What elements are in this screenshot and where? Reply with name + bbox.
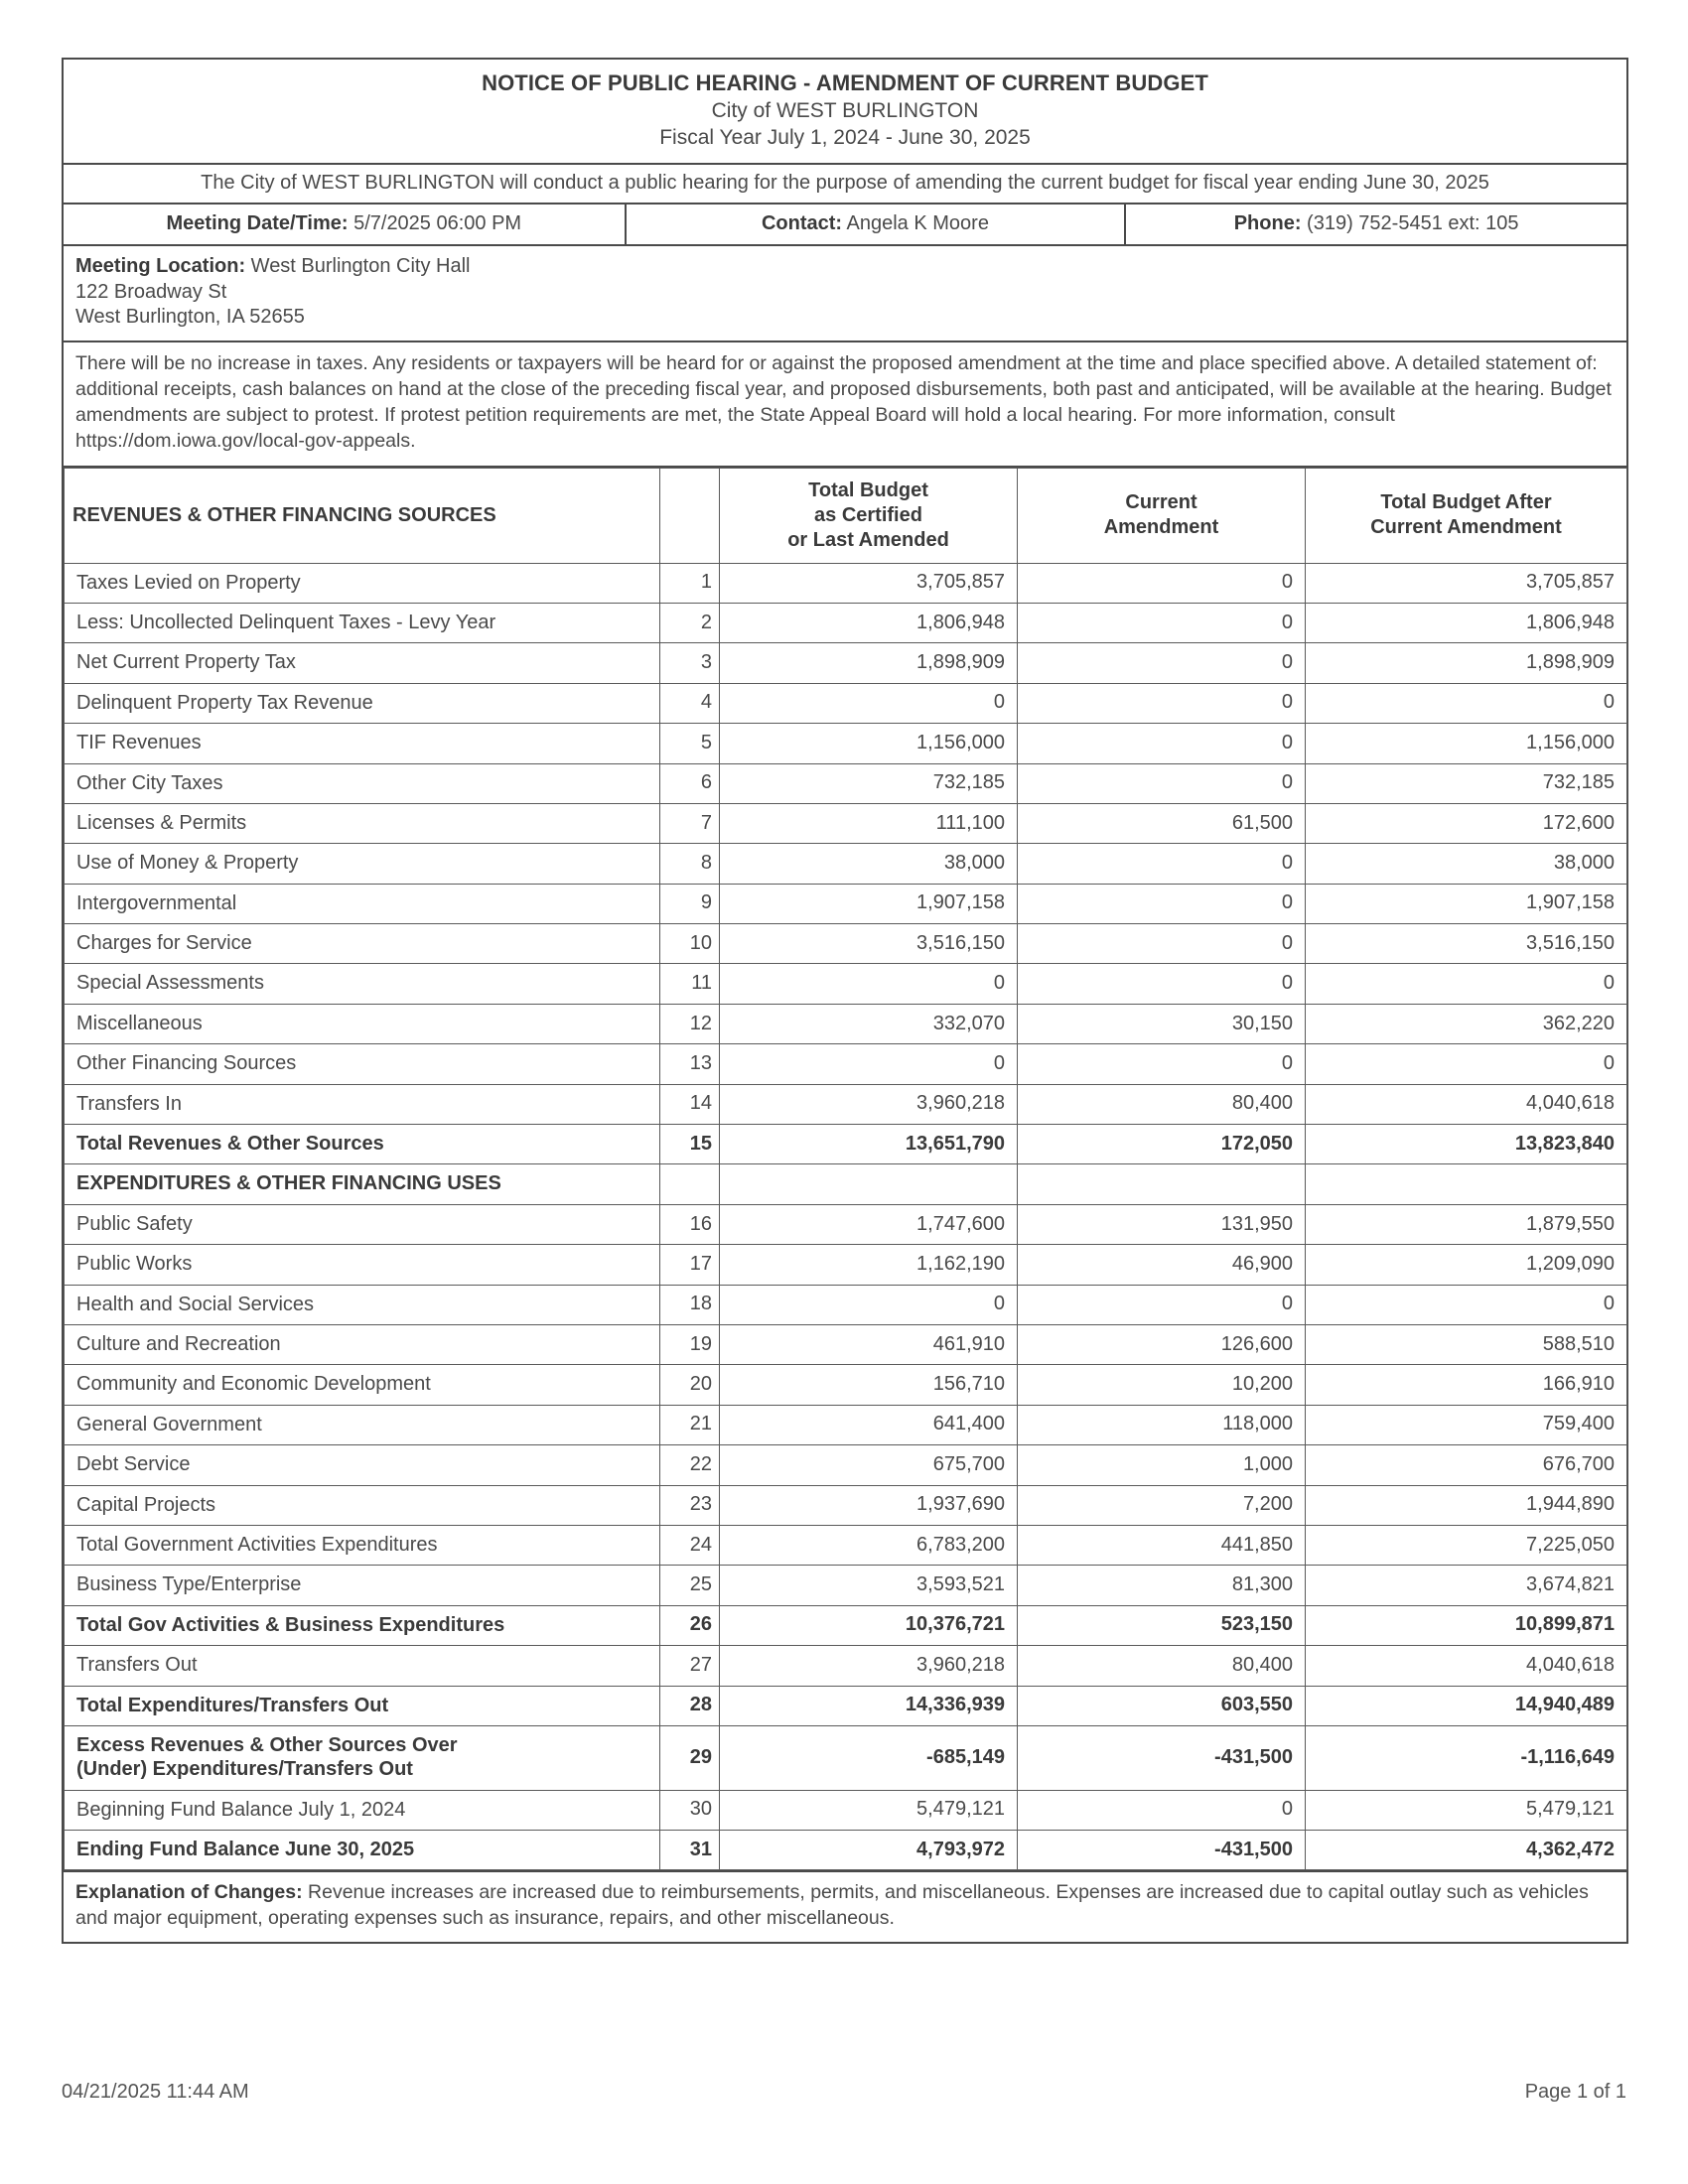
table-row — [65, 924, 1627, 964]
header-col2-line2: Amendment — [1103, 516, 1219, 539]
row-value-certified: 111,100 — [720, 803, 1018, 843]
budget-table-header-row — [65, 468, 1627, 563]
row-value-after: 588,510 — [1306, 1324, 1627, 1364]
row-label: Charges for Service — [65, 924, 660, 964]
row-value-certified: 13,651,790 — [720, 1125, 1018, 1164]
page-title: NOTICE OF PUBLIC HEARING - AMENDMENT OF CURRENT BUDGET — [482, 70, 1208, 95]
row-line-number: 20 — [660, 1365, 720, 1405]
meeting-location-street: 122 Broadway St — [75, 280, 227, 303]
row-value-certified: 461,910 — [720, 1324, 1018, 1364]
table-row — [65, 1525, 1627, 1565]
row-value-certified: 332,070 — [720, 1004, 1018, 1043]
row-value-after: -1,116,649 — [1306, 1725, 1627, 1790]
table-row — [65, 763, 1627, 803]
row-line-number: 10 — [660, 924, 720, 964]
row-value-after: 3,674,821 — [1306, 1566, 1627, 1605]
meeting-datetime-label: Meeting Date/Time: — [166, 212, 349, 235]
row-label: Other City Taxes — [65, 763, 660, 803]
table-row — [65, 603, 1627, 642]
table-row — [65, 1831, 1627, 1870]
legal-notice-paragraph: There will be no increase in taxes. Any residents or taxpayers will be heard for or against the proposed amendment at the time and place specified above. A detailed statement of: additional receipts, cash balances on hand at the close of the preceding fiscal year, and proposed disbursements, both past and anticipated, will be available at the hearing. Budget amendments are subject to protest. If protest petition requirements are met, the State Appeal Board will hold a local hearing. For more information, consult https://dom.iowa.gov/local-gov-appeals. — [64, 342, 1626, 468]
meeting-location-name: West Burlington City Hall — [250, 255, 471, 278]
row-line-number: 4 — [660, 683, 720, 723]
row-line-number: 26 — [660, 1605, 720, 1645]
meeting-location-citystatezip: West Burlington, IA 52655 — [75, 306, 305, 329]
row-value-after: 0 — [1306, 1285, 1627, 1324]
meeting-location-label: Meeting Location: — [75, 255, 246, 278]
row-value-after: 0 — [1306, 964, 1627, 1004]
row-value-amendment: 7,200 — [1018, 1485, 1306, 1525]
row-line-number: 19 — [660, 1324, 720, 1364]
table-row — [65, 1566, 1627, 1605]
row-label: Health and Social Services — [65, 1285, 660, 1324]
row-value-certified: 732,185 — [720, 763, 1018, 803]
row-line-number: 15 — [660, 1125, 720, 1164]
row-value-certified: 10,376,721 — [720, 1605, 1018, 1645]
phone-cell — [1126, 205, 1626, 244]
row-label: Business Type/Enterprise — [65, 1566, 660, 1605]
document-header — [64, 60, 1626, 165]
row-value-amendment: 46,900 — [1018, 1245, 1306, 1285]
row-label: Use of Money & Property — [65, 844, 660, 884]
row-value-after: 38,000 — [1306, 844, 1627, 884]
meeting-datetime-cell — [64, 205, 627, 244]
meeting-location-row — [64, 246, 1626, 342]
row-value-certified: 1,156,000 — [720, 724, 1018, 763]
header-line-number — [660, 468, 720, 563]
row-value-after: 4,040,618 — [1306, 1084, 1627, 1124]
header-revenues-label: REVENUES & OTHER FINANCING SOURCES — [65, 468, 660, 563]
row-line-number: 31 — [660, 1831, 720, 1870]
table-row — [65, 643, 1627, 683]
row-value-certified: 3,705,857 — [720, 563, 1018, 603]
table-row — [65, 964, 1627, 1004]
row-label: Culture and Recreation — [65, 1324, 660, 1364]
row-value-amendment: 0 — [1018, 763, 1306, 803]
row-value-certified: 1,937,690 — [720, 1485, 1018, 1525]
row-value-amendment: 80,400 — [1018, 1646, 1306, 1686]
row-value-certified: 675,700 — [720, 1445, 1018, 1485]
row-value-amendment: 1,000 — [1018, 1445, 1306, 1485]
row-label: Excess Revenues & Other Sources Over (Under) Expenditures/Transfers Out — [65, 1725, 660, 1790]
row-line-number: 24 — [660, 1525, 720, 1565]
row-value-amendment: 0 — [1018, 563, 1306, 603]
header-col3-line1: Total Budget After — [1380, 491, 1552, 514]
row-line-number: 8 — [660, 844, 720, 884]
row-value-after — [1306, 1164, 1627, 1204]
row-value-after: 676,700 — [1306, 1445, 1627, 1485]
row-value-certified: -685,149 — [720, 1725, 1018, 1790]
row-line-number — [660, 1164, 720, 1204]
table-row — [65, 1044, 1627, 1084]
row-value-certified: 1,747,600 — [720, 1204, 1018, 1244]
row-line-number: 25 — [660, 1566, 720, 1605]
row-line-number: 16 — [660, 1204, 720, 1244]
fiscal-year: Fiscal Year July 1, 2024 - June 30, 2025 — [659, 125, 1031, 149]
row-label: EXPENDITURES & OTHER FINANCING USES — [65, 1164, 660, 1204]
explanation-label: Explanation of Changes: — [75, 1881, 303, 1904]
table-row — [65, 1004, 1627, 1043]
row-line-number: 29 — [660, 1725, 720, 1790]
row-value-amendment: 0 — [1018, 924, 1306, 964]
row-value-certified: 0 — [720, 1285, 1018, 1324]
table-row — [65, 1646, 1627, 1686]
row-line-number: 18 — [660, 1285, 720, 1324]
row-label: Public Safety — [65, 1204, 660, 1244]
row-value-amendment: 0 — [1018, 1285, 1306, 1324]
budget-notice-document — [62, 58, 1628, 1944]
table-row — [65, 1245, 1627, 1285]
row-value-after: 0 — [1306, 1044, 1627, 1084]
row-value-amendment: 0 — [1018, 643, 1306, 683]
row-value-after: 7,225,050 — [1306, 1525, 1627, 1565]
row-value-amendment: 81,300 — [1018, 1566, 1306, 1605]
hearing-notice-text: The City of WEST BURLINGTON will conduct a public hearing for the purpose of amending the current budget for fiscal year ending June 30, 2025 — [64, 165, 1626, 205]
row-value-certified: 4,793,972 — [720, 1831, 1018, 1870]
row-value-amendment: 0 — [1018, 964, 1306, 1004]
row-value-amendment: 10,200 — [1018, 1365, 1306, 1405]
row-value-after: 3,705,857 — [1306, 563, 1627, 603]
row-line-number: 1 — [660, 563, 720, 603]
row-value-amendment: -431,500 — [1018, 1725, 1306, 1790]
row-label: Transfers Out — [65, 1646, 660, 1686]
contact-value: Angela K Moore — [846, 212, 989, 235]
row-value-after: 1,879,550 — [1306, 1204, 1627, 1244]
row-value-certified: 0 — [720, 1044, 1018, 1084]
row-line-number: 14 — [660, 1084, 720, 1124]
table-row — [65, 1725, 1627, 1790]
row-value-amendment: 603,550 — [1018, 1686, 1306, 1725]
phone-value: (319) 752-5451 ext: 105 — [1307, 212, 1519, 235]
row-label: Licenses & Permits — [65, 803, 660, 843]
row-value-after: 1,907,158 — [1306, 884, 1627, 923]
row-label: General Government — [65, 1405, 660, 1444]
row-value-after: 5,479,121 — [1306, 1790, 1627, 1830]
table-row — [65, 1790, 1627, 1830]
row-label: Total Revenues & Other Sources — [65, 1125, 660, 1164]
row-value-certified: 3,960,218 — [720, 1646, 1018, 1686]
table-row — [65, 1686, 1627, 1725]
row-value-after: 1,209,090 — [1306, 1245, 1627, 1285]
row-value-amendment: 80,400 — [1018, 1084, 1306, 1124]
row-value-amendment: 61,500 — [1018, 803, 1306, 843]
row-label: Delinquent Property Tax Revenue — [65, 683, 660, 723]
row-value-certified: 5,479,121 — [720, 1790, 1018, 1830]
row-label: Transfers In — [65, 1084, 660, 1124]
row-value-certified: 1,806,948 — [720, 603, 1018, 642]
table-row — [65, 1324, 1627, 1364]
row-value-after: 3,516,150 — [1306, 924, 1627, 964]
explanation-text: Revenue increases are increased due to reimbursements, permits, and miscellaneous. Expenses are increased due to capital outlay such as vehicles and major equipment, operating expenses such as insurance, repairs, and other miscellaneous. — [75, 1881, 1589, 1930]
row-line-number: 2 — [660, 603, 720, 642]
table-row — [65, 1365, 1627, 1405]
header-current-amendment — [1018, 468, 1306, 563]
row-value-certified: 3,516,150 — [720, 924, 1018, 964]
row-label: Debt Service — [65, 1445, 660, 1485]
row-label: Total Gov Activities & Business Expenditures — [65, 1605, 660, 1645]
row-value-after: 166,910 — [1306, 1365, 1627, 1405]
header-total-budget-certified — [720, 468, 1018, 563]
row-value-after: 1,944,890 — [1306, 1485, 1627, 1525]
table-row — [65, 1605, 1627, 1645]
row-line-number: 12 — [660, 1004, 720, 1043]
row-label: Capital Projects — [65, 1485, 660, 1525]
row-value-certified: 0 — [720, 683, 1018, 723]
header-col1-line3: or Last Amended — [787, 528, 949, 551]
row-value-after: 362,220 — [1306, 1004, 1627, 1043]
row-value-certified: 0 — [720, 964, 1018, 1004]
row-line-number: 3 — [660, 643, 720, 683]
table-row — [65, 884, 1627, 923]
row-line-number: 7 — [660, 803, 720, 843]
contact-cell — [627, 205, 1127, 244]
row-value-certified: 1,162,190 — [720, 1245, 1018, 1285]
row-value-after: 0 — [1306, 683, 1627, 723]
explanation-of-changes-row — [64, 1870, 1626, 1941]
row-value-amendment: 523,150 — [1018, 1605, 1306, 1645]
header-col1-line1: Total Budget — [808, 478, 928, 501]
budget-table-head — [65, 468, 1627, 563]
row-line-number: 5 — [660, 724, 720, 763]
row-value-certified: 3,960,218 — [720, 1084, 1018, 1124]
budget-table — [64, 468, 1627, 1871]
row-value-after: 759,400 — [1306, 1405, 1627, 1444]
row-line-number: 27 — [660, 1646, 720, 1686]
meeting-datetime-value: 5/7/2025 06:00 PM — [353, 212, 522, 235]
row-line-number: 23 — [660, 1485, 720, 1525]
table-row — [65, 563, 1627, 603]
row-label: Ending Fund Balance June 30, 2025 — [65, 1831, 660, 1870]
row-value-after: 4,362,472 — [1306, 1831, 1627, 1870]
row-value-amendment — [1018, 1164, 1306, 1204]
row-value-certified: 156,710 — [720, 1365, 1018, 1405]
city-name: City of WEST BURLINGTON — [711, 98, 979, 122]
row-label: Total Government Activities Expenditures — [65, 1525, 660, 1565]
row-value-after: 13,823,840 — [1306, 1125, 1627, 1164]
row-value-amendment: 0 — [1018, 844, 1306, 884]
meeting-meta-row — [64, 205, 1626, 246]
row-label: TIF Revenues — [65, 724, 660, 763]
row-label: Net Current Property Tax — [65, 643, 660, 683]
row-value-certified: 14,336,939 — [720, 1686, 1018, 1725]
table-row — [65, 1125, 1627, 1164]
row-value-certified: 1,907,158 — [720, 884, 1018, 923]
row-value-amendment: 118,000 — [1018, 1405, 1306, 1444]
row-line-number: 30 — [660, 1790, 720, 1830]
budget-table-body — [65, 563, 1627, 1870]
row-value-amendment: 30,150 — [1018, 1004, 1306, 1043]
table-row — [65, 1405, 1627, 1444]
row-value-certified: 1,898,909 — [720, 643, 1018, 683]
row-value-amendment: 0 — [1018, 1044, 1306, 1084]
table-row — [65, 724, 1627, 763]
footer-page-number: Page 1 of 1 — [1524, 2081, 1626, 2103]
row-value-amendment: 126,600 — [1018, 1324, 1306, 1364]
row-label: Less: Uncollected Delinquent Taxes - Levy Year — [65, 603, 660, 642]
row-label: Beginning Fund Balance July 1, 2024 — [65, 1790, 660, 1830]
footer-timestamp: 04/21/2025 11:44 AM — [62, 2081, 249, 2103]
row-value-amendment: 0 — [1018, 1790, 1306, 1830]
row-value-after: 732,185 — [1306, 763, 1627, 803]
row-label: Other Financing Sources — [65, 1044, 660, 1084]
table-row — [65, 683, 1627, 723]
row-value-amendment: 441,850 — [1018, 1525, 1306, 1565]
row-line-number: 13 — [660, 1044, 720, 1084]
row-line-number: 11 — [660, 964, 720, 1004]
row-value-amendment: 172,050 — [1018, 1125, 1306, 1164]
row-label: Community and Economic Development — [65, 1365, 660, 1405]
row-label: Total Expenditures/Transfers Out — [65, 1686, 660, 1725]
row-line-number: 6 — [660, 763, 720, 803]
header-col2-line1: Current — [1125, 491, 1197, 514]
row-value-amendment: 0 — [1018, 884, 1306, 923]
row-value-after: 1,806,948 — [1306, 603, 1627, 642]
table-row — [65, 1445, 1627, 1485]
contact-label: Contact: — [761, 212, 843, 235]
row-label: Taxes Levied on Property — [65, 563, 660, 603]
table-row — [65, 1485, 1627, 1525]
row-value-certified — [720, 1164, 1018, 1204]
row-label: Miscellaneous — [65, 1004, 660, 1043]
page-footer — [62, 2081, 1626, 2104]
header-total-budget-after — [1306, 468, 1627, 563]
row-value-after: 1,156,000 — [1306, 724, 1627, 763]
row-value-certified: 38,000 — [720, 844, 1018, 884]
row-value-after: 172,600 — [1306, 803, 1627, 843]
row-line-number: 9 — [660, 884, 720, 923]
row-value-after: 4,040,618 — [1306, 1646, 1627, 1686]
row-label: Intergovernmental — [65, 884, 660, 923]
row-value-amendment: 0 — [1018, 683, 1306, 723]
table-row — [65, 1084, 1627, 1124]
row-label: Special Assessments — [65, 964, 660, 1004]
table-row — [65, 844, 1627, 884]
row-value-amendment: -431,500 — [1018, 1831, 1306, 1870]
table-row — [65, 1285, 1627, 1324]
row-value-after: 1,898,909 — [1306, 643, 1627, 683]
row-line-number: 17 — [660, 1245, 720, 1285]
row-value-amendment: 131,950 — [1018, 1204, 1306, 1244]
budget-section-row — [65, 1164, 1627, 1204]
row-line-number: 28 — [660, 1686, 720, 1725]
row-value-after: 14,940,489 — [1306, 1686, 1627, 1725]
row-value-certified: 641,400 — [720, 1405, 1018, 1444]
row-value-certified: 3,593,521 — [720, 1566, 1018, 1605]
phone-label: Phone: — [1233, 212, 1302, 235]
row-line-number: 21 — [660, 1405, 720, 1444]
row-value-amendment: 0 — [1018, 603, 1306, 642]
header-col1-line2: as Certified — [814, 503, 922, 526]
header-col3-line2: Current Amendment — [1370, 516, 1562, 539]
row-label: Public Works — [65, 1245, 660, 1285]
row-value-certified: 6,783,200 — [720, 1525, 1018, 1565]
table-row — [65, 803, 1627, 843]
row-line-number: 22 — [660, 1445, 720, 1485]
row-value-amendment: 0 — [1018, 724, 1306, 763]
table-row — [65, 1204, 1627, 1244]
row-value-after: 10,899,871 — [1306, 1605, 1627, 1645]
